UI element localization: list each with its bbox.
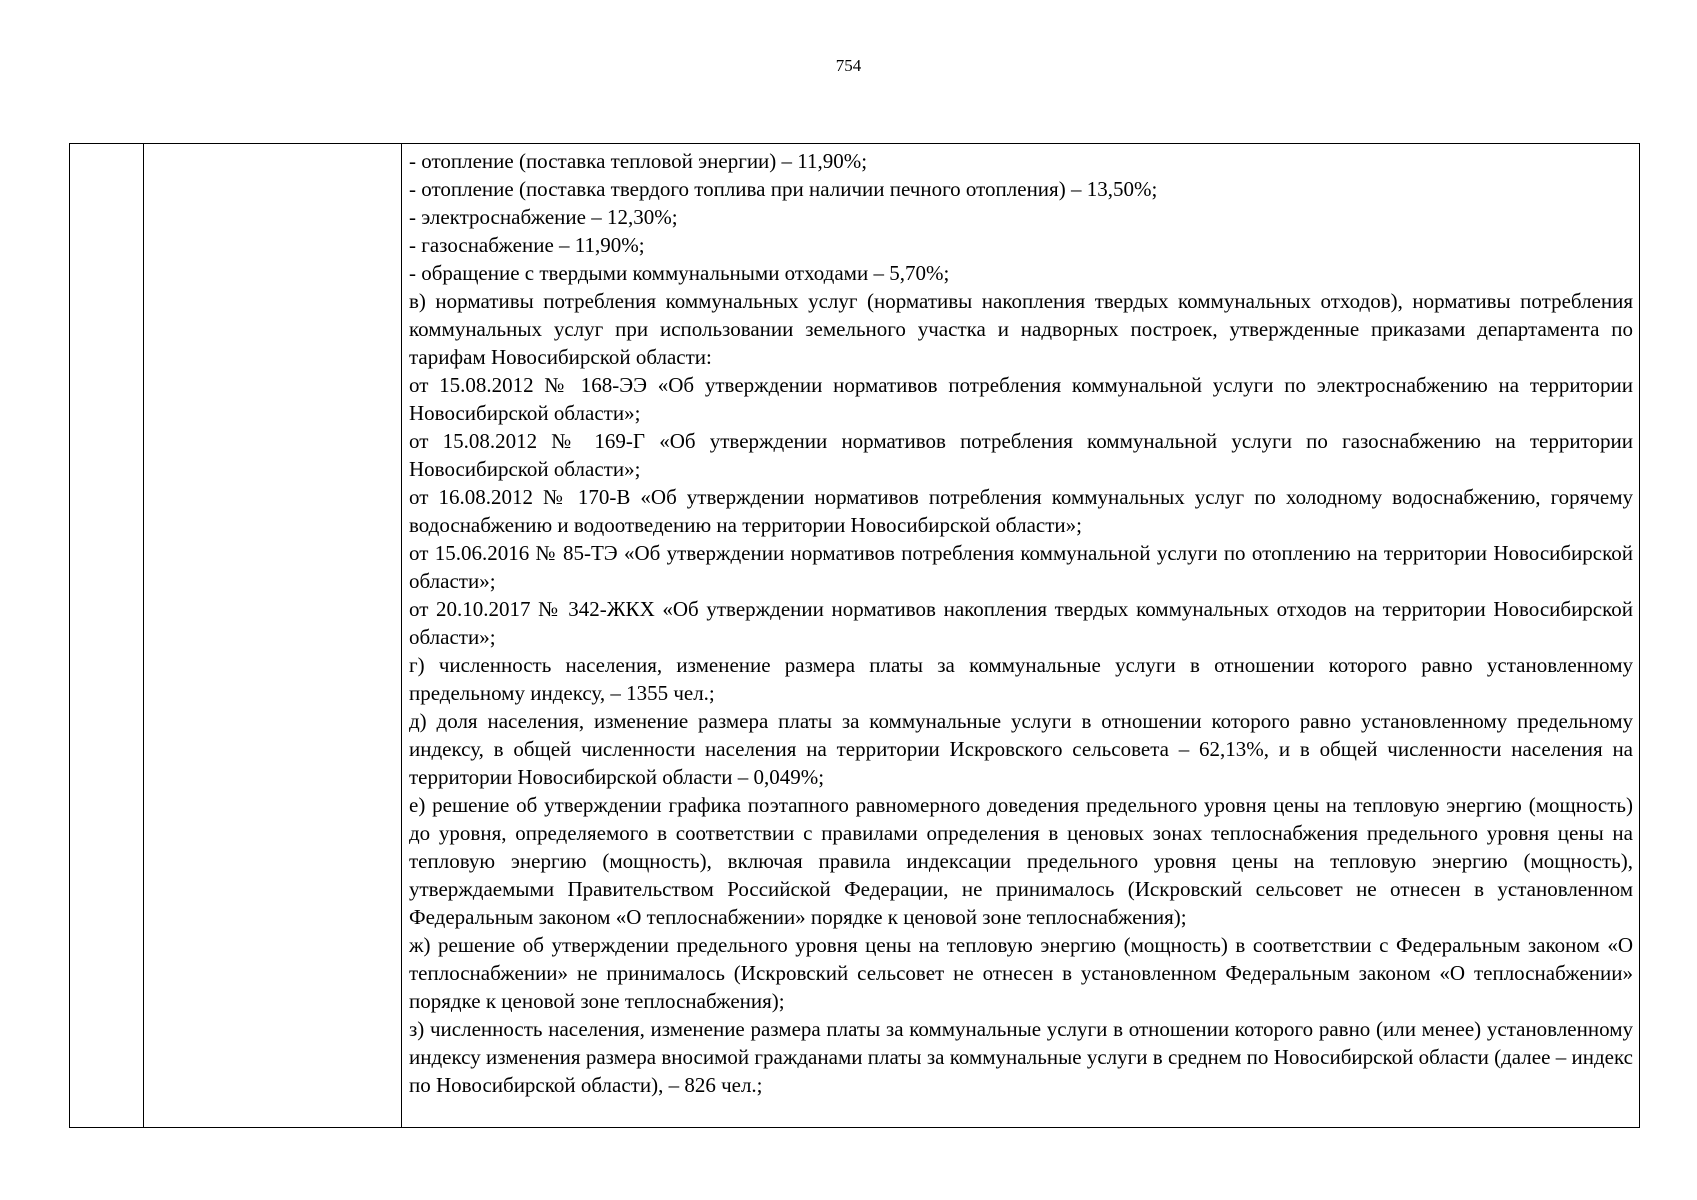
paragraph-order-170: от 16.08.2012 № 170-В «Об утверждении нормативов потребления коммунальных услуг по холодному водоснабжению, горячему водоснабжению и водоотведению на территории Новосибирской области»; [409,485,1633,537]
paragraph-order-168: от 15.08.2012 № 168-ЭЭ «Об утверждении нормативов потребления коммунальной услуги по электроснабжению на территории Новосибирской области»; [409,373,1633,425]
paragraph-order-85: от 15.06.2016 № 85-ТЭ «Об утверждении нормативов потребления коммунальной услуги по отоплению на территории Новосибирской области»; [409,541,1633,593]
paragraph-gas: - газоснабжение – 11,90%; [409,233,645,257]
paragraph-item-d: д) доля населения, изменение размера платы за коммунальные услуги в отношении которого равно установленному предельному индексу, в общей численности населения на территории Искровского сельсовета – 62,13%, и в общей численности населения на территории Новосибирской области – 0,049%; [409,709,1633,789]
paragraph-waste: - обращение с твердыми коммунальными отходами – 5,70%; [409,261,950,285]
paragraph-item-z: з) численность населения, изменение размера платы за коммунальные услуги в отношении которого равно (или менее) установленному индексу изменения размера вносимой гражданами платы за коммунальные услуги в среднем по Новосибирской области (далее – индекс по Новосибирской области), – 826 чел.; [409,1017,1633,1097]
document-table [69,143,1640,1128]
paragraph-item-g: г) численность населения, изменение размера платы за коммунальные услуги в отношении которого равно установленному предельному индексу, – 1355 чел.; [409,653,1633,705]
paragraph-heating-solid-fuel: - отопление (поставка твердого топлива при наличии печного отопления) – 13,50%; [409,177,1158,201]
table-column-number [70,144,144,1127]
table-column-name [144,144,402,1127]
paragraph-order-169: от 15.08.2012 № 169-Г «Об утверждении нормативов потребления коммунальной услуги по газоснабжению на территории Новосибирской области»; [409,429,1633,481]
paragraph-order-342: от 20.10.2017 № 342-ЖКХ «Об утверждении нормативов накопления твердых коммунальных отходов на территории Новосибирской области»; [409,597,1633,649]
table-column-content [402,144,1639,1127]
paragraph-item-zh: ж) решение об утверждении предельного уровня цены на тепловую энергию (мощность) в соответствии с Федеральным законом «О теплоснабжении» не принималось (Искровский сельсовет не отнесен в установленном Федеральным законом «О теплоснабжении» порядке к ценовой зоне теплоснабжения); [409,933,1633,1013]
page-number: 754 [835,56,862,75]
paragraph-electricity: - электроснабжение – 12,30%; [409,205,678,229]
paragraph-item-e: е) решение об утверждении графика поэтапного равномерного доведения предельного уровня цены на тепловую энергию (мощность) до уровня, определяемого в соответствии с правилами определения в ценовых зонах теплоснабжения предельного уровня цены на тепловую энергию (мощность), включая правила индексации предельного уровня цены на тепловую энергию (мощность), утверждаемыми Правительством Российской Федерации, не принималось (Искровский сельсовет не отнесен в установленном Федеральным законом «О теплоснабжении» порядке к ценовой зоне теплоснабжения); [409,793,1633,929]
paragraph-item-v: в) нормативы потребления коммунальных услуг (нормативы накопления твердых коммунальных отходов), нормативы потребления коммунальных услуг при использовании земельного участка и надворных построек, утвержденные приказами департамента по тарифам Новосибирской области: [409,289,1633,369]
paragraph-heating: - отопление (поставка тепловой энергии) – 11,90%; [409,149,868,173]
